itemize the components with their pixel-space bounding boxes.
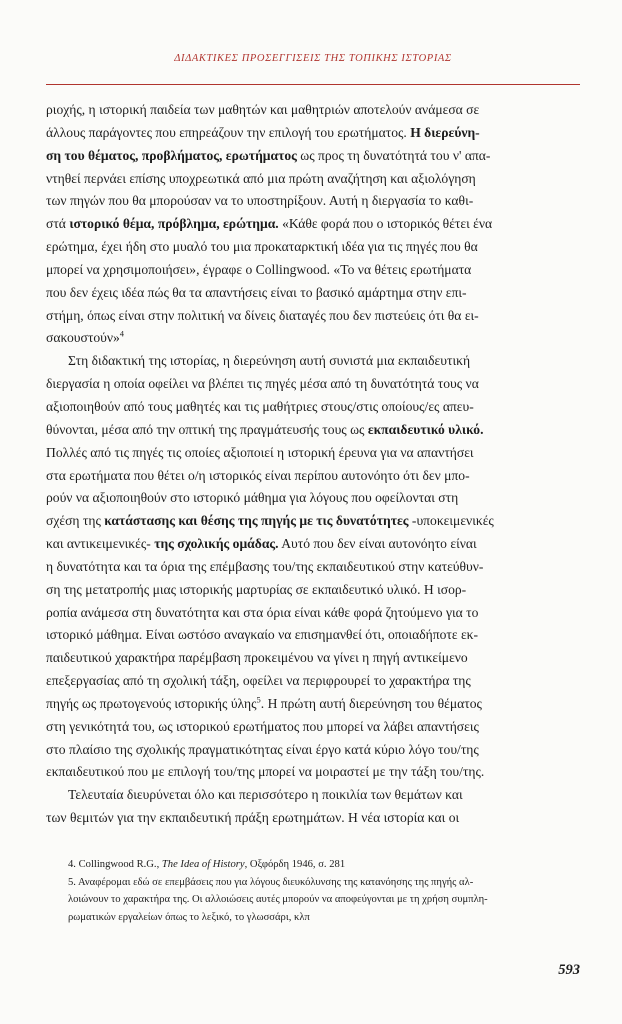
text-line: Τελευταία διευρύνεται όλο και περισσότερο η ποικιλία των θεμάτων και (68, 787, 463, 803)
text-line: ροπία ανάμεσα στη δυνατότητα και στα όρια είναι κάθε φορά ζητούμενο για το (46, 604, 479, 620)
paragraph-3 (46, 784, 580, 830)
text-line: στήμη, όπως είναι στην πολιτική να δίνεις διαταγές που δεν πιστεύεις ότι θα ει- (46, 307, 479, 323)
text-line: των θεμιτών για την εκπαιδευτική πράξη ερωτημάτων. Η νέα ιστορία και οι (46, 810, 460, 826)
header-rule (46, 84, 580, 85)
text-line: που δεν έχεις ιδέα πώς θα τα απαντήσεις είναι το βασικό αμάρτημα στην επι- (46, 284, 467, 300)
text-line (46, 693, 580, 716)
footnote-4 (46, 856, 580, 874)
bold-text: εκπαιδευτικό υλικό. (367, 421, 484, 437)
text-line (46, 327, 580, 350)
bold-text: ση του θέματος, προβλήματος, ερωτήματος (46, 147, 297, 163)
text-line: αξιοποιηθούν από τους μαθητές και τις μαθήτριες στους/στις οποίους/ες απευ- (46, 398, 474, 414)
text-span: σακουστούν» (46, 330, 120, 346)
text-line: μπορεί να χρησιμοποιήσει», έγραφε ο Collingwood. «Το να θέτεις ερωτήματα (46, 261, 472, 277)
text-line (46, 122, 580, 145)
text-line (46, 145, 580, 168)
paragraph-2 (46, 350, 580, 784)
text-line (46, 419, 580, 442)
text-line: επεξεργασίας από τη σχολική τάξη, οφείλει να περιφρουρεί το χαρακτήρα της (46, 673, 471, 689)
bold-text: κατάστασης και θέσης της πηγής με τις δυνατότητες (104, 513, 409, 529)
text-span: «Κάθε φορά που ο ιστορικός θέτει ένα (278, 216, 493, 232)
text-span: Αυτό που δεν είναι αυτονόητο είναι (278, 536, 477, 552)
text-line: στα ερωτήματα που θέτει ο/η ιστορικός είναι περίπου αυτονόητο ότι δεν μπο- (46, 467, 470, 483)
text-line (46, 533, 580, 556)
footnote-5-line: 5. Αναφέρομαι εδώ σε επεμβάσεις που για λόγους διευκόλυνσης της κατανόησης της πηγής αλ- (68, 876, 474, 888)
text-span: , Οξφόρδη 1946, σ. 281 (244, 859, 346, 870)
footnote-ref-4[interactable]: 4 (119, 328, 125, 339)
text-line: εκπαιδευτικού που με επιλογή του/της μπορεί να μοιραστεί με την τάξη του/της. (46, 764, 485, 780)
text-line: ση της μετατροπής μιας ιστορικής μαρτυρίας σε εκπαιδευτικό υλικό. Η ισορ- (46, 581, 467, 597)
text-span: και αντικειμενικές- (46, 536, 155, 552)
text-span: -υποκειμενικές (408, 513, 494, 529)
paragraph-1 (46, 99, 580, 350)
text-span: σχέση της (46, 513, 105, 529)
text-line (46, 510, 580, 533)
text-span: πηγής ως πρωτογενούς ιστορικής ύλης (46, 695, 257, 711)
text-span: άλλους παράγοντες που επηρεάζουν την επιλογή του ερωτήματος. (46, 124, 411, 140)
book-title: The Idea of History (161, 859, 245, 870)
bold-text: Η διερεύνη- (410, 124, 480, 140)
text-span: στά (46, 216, 70, 232)
text-line: ντηθεί περνάει επίσης υποχρεωτικά από μια πρώτη αναζήτηση και αξιολόγηση (46, 170, 476, 186)
text-line: στο πλαίσιο της σχολικής πραγματικότητας είναι έργο κατά κύριο λόγο του/της (46, 741, 479, 757)
footnotes (46, 856, 580, 926)
text-line: παιδευτικού χαρακτήρα παρέμβαση προκειμένου να γίνει η πηγή αντικείμενο (46, 650, 468, 666)
text-line: η δυνατότητα και τα όρια της επέμβασης του/της εκπαιδευτικού στην κατεύθυν- (46, 558, 484, 574)
text-span: 4. Collingwood R.G., (68, 859, 162, 870)
text-span: . Η πρώτη αυτή διερεύνηση του θέματος (260, 695, 482, 711)
text-line: Στη διδακτική της ιστορίας, η διερεύνηση αυτή συνιστά μια εκπαιδευτική (68, 353, 471, 369)
running-header: ΔΙΔΑΚΤΙΚΕΣ ΠΡΟΣΕΓΓΙΣΕΙΣ ΤΗΣ ΤΟΠΙΚΗΣ ΙΣΤΟΡΙΑΣ (174, 53, 452, 64)
text-line: στη γενικότητά του, ως ιστορικού ερωτήματος που μπορεί να λάβει απαντήσεις (46, 718, 479, 734)
bold-text: ιστορικό θέμα, πρόβλημα, ερώτημα. (69, 216, 279, 232)
main-text (46, 99, 580, 830)
text-line: των πηγών που θα μπορούσαν να το υποστηρίξουν. Αυτή η διεργασία το καθι- (46, 193, 474, 209)
text-line: ερώτημα, έχει ήδη στο μυαλό του μια προκαταρκτική ιδέα για τις πηγές που θα (46, 239, 478, 255)
text-line: ριοχής, η ιστορική παιδεία των μαθητών και μαθητριών αποτελούν ανάμεσα σε (46, 102, 480, 117)
bold-text: της σχολικής ομάδας. (154, 536, 279, 552)
page-number: 593 (558, 962, 580, 978)
footnote-5-line: λοιώνουν το χαρακτήρα της. Οι αλλοιώσεις αυτές μπορούν να αποφεύγονται με τη χρήση συμπλη- (68, 894, 488, 905)
text-line (46, 213, 580, 236)
text-span: θύνονται, μέσα από την οπτική της πραγμάτευσής τους ως (46, 421, 368, 437)
text-line: Πολλές από τις πηγές τις οποίες αξιοποιεί η ιστορική έρευνα για να απαντήσει (46, 444, 474, 460)
text-line: ιστορικό μάθημα. Είναι ωστόσο αναγκαίο να επισημανθεί ότι, οποιαδήποτε εκ- (46, 627, 479, 643)
footnote-ref-5[interactable]: 5 (256, 694, 261, 705)
text-span: ως προς τη δυνατότητά του ν' απα- (296, 147, 491, 163)
text-line: ρούν να αξιοποιηθούν στο ιστορικό μάθημα για λόγους που οφείλονται στη (46, 490, 459, 506)
text-line: διεργασία η οποία οφείλει να βλέπει τις πηγές μέσα από τη δυνατότητά τους να (46, 376, 479, 392)
footnote-5-line: ρωματικών εργαλείων όπως το λεξικό, το γλωσσάρι, κλπ (68, 911, 310, 923)
